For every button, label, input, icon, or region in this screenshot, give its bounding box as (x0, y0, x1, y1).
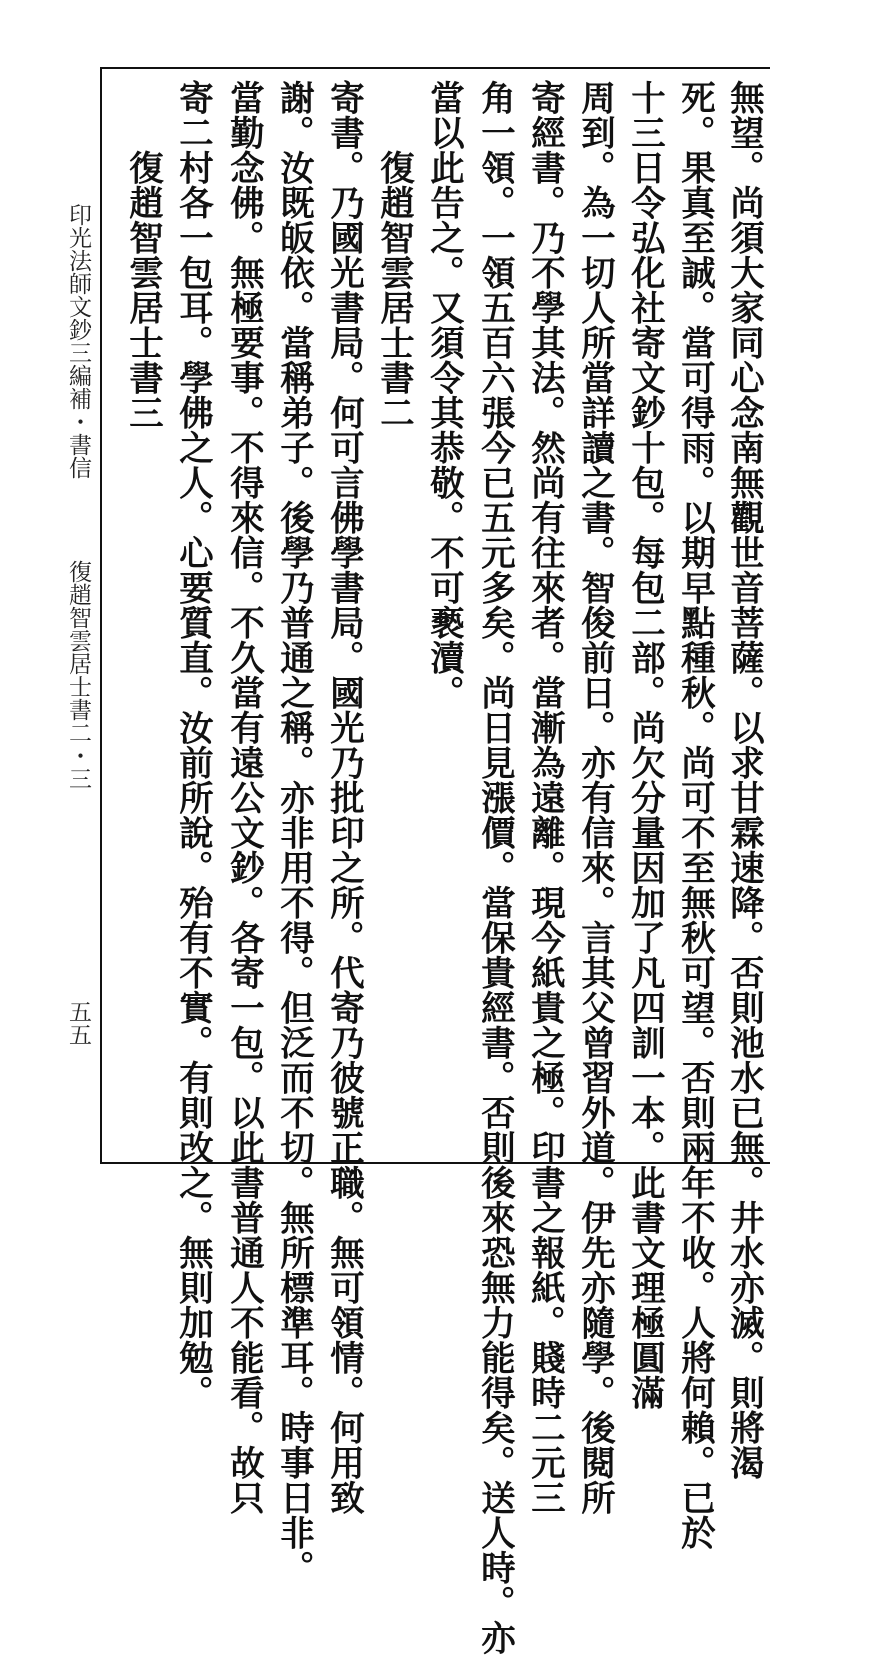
text-column-11: 當勤念佛。無極要事。不得來信。不久當有遠公文鈔。各寄一包。以此書普通人不能看。故只 (223, 80, 264, 1515)
text-column-6: 角一領。一領五百六張今已五元多矣。尚日見漲價。當保貴經書。否則後來恐無力能得矣。送人時。亦 (474, 80, 515, 1655)
letter-heading-2: 復趙智雲居士書二 (373, 150, 414, 430)
text-column-12: 寄二村各一包耳。學佛之人。心要質直。汝前所說。殆有不實。有則改之。無則加勉。 (172, 80, 213, 1410)
text-column-3: 十三日令弘化社寄文鈔十包。每包二部。尚欠分量因加了凡四訓一本。此書文理極圓滿 (624, 80, 665, 1410)
text-column-7: 當以此告之。又須令其恭敬。不可褻瀆。 (423, 80, 464, 710)
running-header-section-title: 復趙智雲居士書二・三 (65, 560, 91, 790)
text-column-2: 死。果真至誠。當可得雨。以期早點種秋。尚可不至無秋可望。否則兩年不收。人將何賴。已於 (674, 80, 715, 1550)
text-column-4: 周到。為一切人所當詳讀之書。智俊前日。亦有信來。言其父曾習外道。伊先亦隨學。後閱所 (574, 80, 615, 1515)
text-column-5: 寄經書。乃不學其法。然尚有往來者。當漸為遠離。現今紙貴之極。印書之報紙。賤時二元三 (524, 80, 565, 1515)
text-column-9: 寄書。乃國光書局。何可言佛學書局。國光乃批印之所。代寄乃彼號正職。無可領情。何用致 (323, 80, 364, 1515)
running-header-book-title: 印光法師文鈔三編補・書信 (65, 203, 91, 479)
page-number: 五五 (65, 1000, 91, 1046)
letter-heading-3: 復趙智雲居士書三 (122, 150, 163, 430)
text-column-1: 無望。尚須大家同心念南無觀世音菩薩。以求甘霖速降。否則池水已無。井水亦滅。則將渴 (723, 80, 764, 1480)
text-column-10: 謝。汝既皈依。當稱弟子。後學乃普通之稱。亦非用不得。但泛而不切。無所標準耳。時事日非。 (273, 80, 314, 1585)
